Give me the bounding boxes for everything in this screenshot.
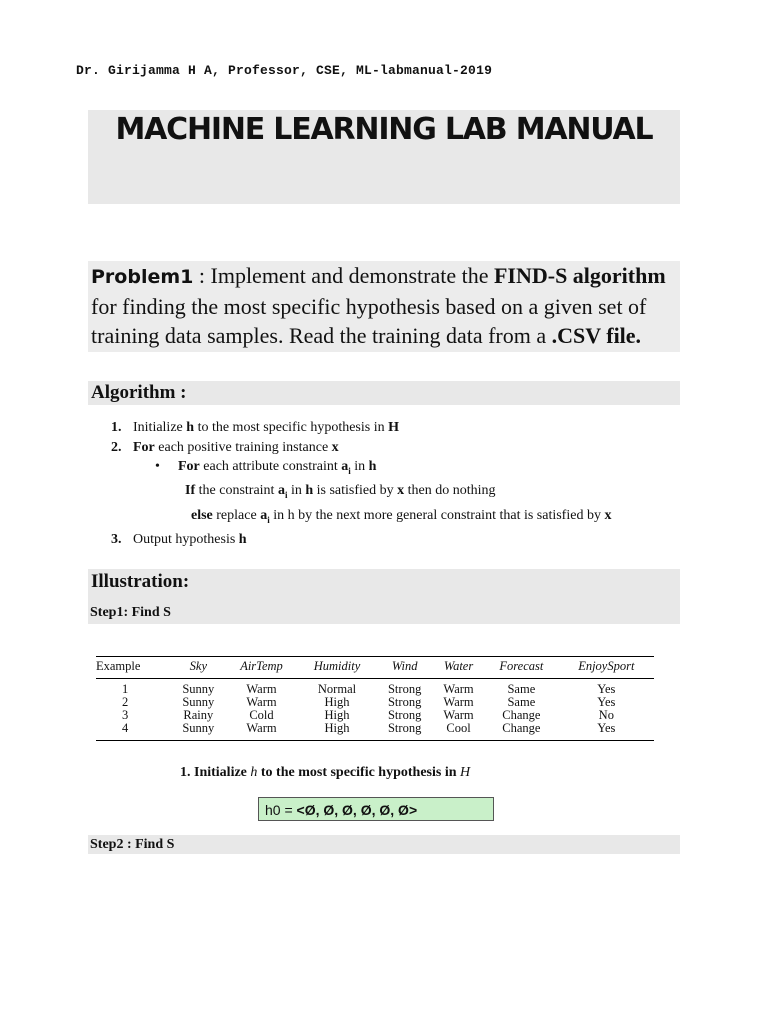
table-row [96,722,654,741]
algorithm-step-1: 1. Initialize h to the most specific hypothesis in H [111,420,399,435]
step1-label: Step1: Find S [90,605,171,620]
table-cell: Warm [225,722,297,741]
table-header: AirTemp [225,657,297,679]
table-cell: Sunny [171,722,225,741]
table-cell: Warm [443,682,474,696]
illustration-heading: Illustration: [91,571,190,592]
table-cell: Rainy [183,708,214,722]
training-data-table [96,656,654,741]
problem-label: Problem1 [91,266,194,288]
table-cell: Warm [443,708,474,722]
page-header: Dr. Girijamma H A, Professor, CSE, ML-labmanual-2019 [76,63,493,78]
algorithm-substep-if: If the constraint $a_i$ in h is satisfied by x then do nothing [185,483,496,501]
algorithm-heading: Algorithm : [91,382,187,403]
table-cell: Warm [246,695,277,709]
table-cell: High [324,708,350,722]
step2-label: Step2 : Find S [90,837,175,852]
table-cell: Yes [597,695,616,709]
table-cell: Normal [317,682,357,696]
table-cell: 1 [122,682,129,696]
algorithm-step-2: 2. For each positive training instance x • For each attribute constraint $a_i$ in h If the constraint $a_i$ in h is satisfied by x then do nothing else replace $a_i$ in h by the next more general constraint that is satisfied by x [90,438,680,530]
table-cell: 2 [122,695,129,709]
table-cell: Strong [387,682,422,696]
table-row [96,709,654,722]
table-cell: 4 [96,722,171,741]
algorithm-substep-else: else replace $a_i$ in h by the next more general constraint that is satisfied by x [191,507,612,525]
table-header: Sky [171,657,225,679]
table-header: Water [433,657,484,679]
problem-statement: Problem1 : Implement and demonstrate the FIND-S algorithm for finding the most specific hypothesis based on a given set of training data samples. Read the training data from a .CSV file. [91,263,666,348]
algorithm-step-3: 3. Output hypothesis h [111,531,247,547]
h0-hypothesis-box: h0 = <Ø, Ø, Ø, Ø, Ø, Ø> [258,797,494,821]
initialize-step: 1. Initialize h to the most specific hypothesis in H [180,765,471,780]
table-header: Wind [376,657,432,679]
algorithm-substep-for: • For each attribute constraint $a_i$ in h [155,459,377,476]
table-header: Example [96,657,171,679]
table-cell: Cold [249,708,274,722]
table-header: EnjoySport [559,657,654,679]
table-cell: Sunny [182,682,215,696]
table-cell: Same [507,695,536,709]
table-cell: Strong [387,708,422,722]
table-cell: High [324,695,350,709]
table-header: Forecast [484,657,559,679]
table-row [96,696,654,709]
table-header-row [96,657,654,679]
table-cell: Strong [376,722,432,741]
table-cell: Warm [246,682,277,696]
table-cell: No [598,708,614,722]
table-row [96,679,654,697]
table-cell: Warm [443,695,474,709]
table-cell: Yes [597,682,616,696]
table-cell: Sunny [182,695,215,709]
table-cell: Cool [433,722,484,741]
table-header: Humidity [298,657,377,679]
table-cell: Strong [387,695,422,709]
table-cell: 3 [122,708,129,722]
table-cell: Change [502,708,541,722]
table-cell: Change [484,722,559,741]
step2-band [88,835,680,854]
table-cell: Same [507,682,536,696]
table-cell: Yes [559,722,654,741]
table-cell: High [298,722,377,741]
page-title: MACHINE LEARNING LAB MANUAL [115,112,653,147]
algorithm-steps [90,418,680,549]
